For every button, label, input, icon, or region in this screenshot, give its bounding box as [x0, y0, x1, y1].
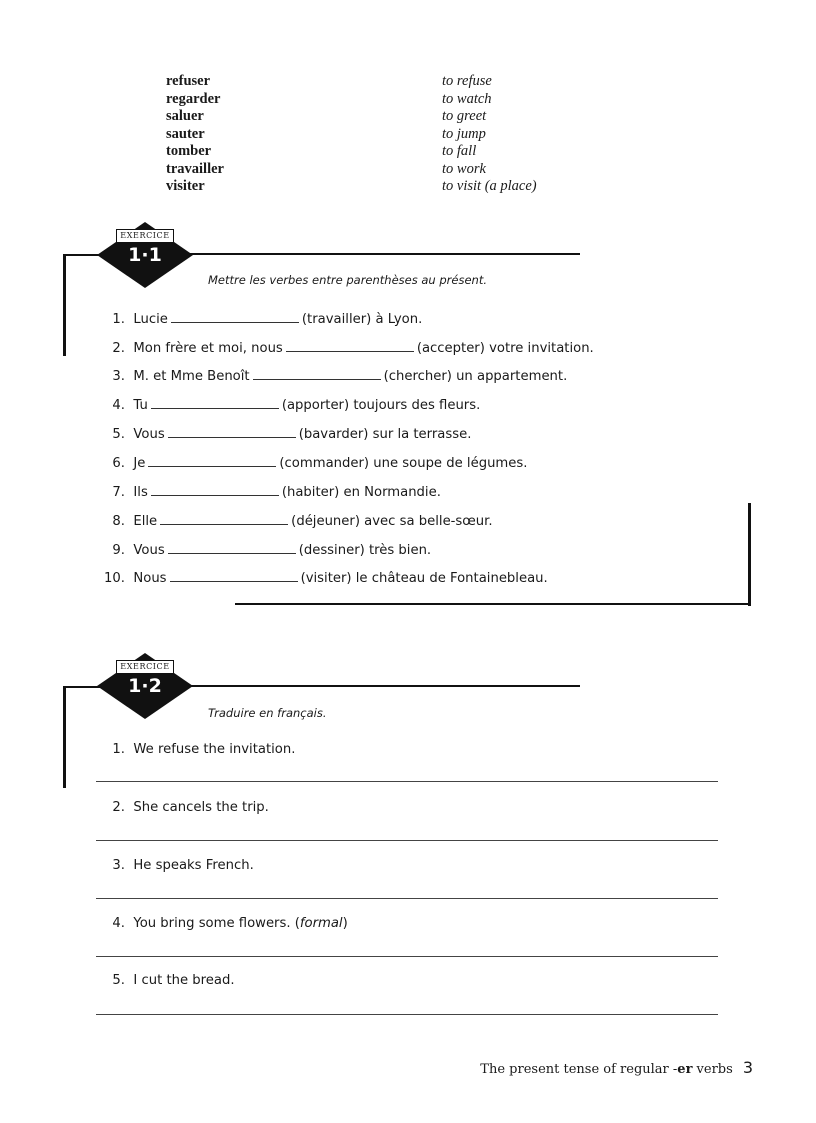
vocab-french: tomber: [166, 143, 212, 159]
vocab-row: [166, 178, 586, 196]
fill-item: [96, 424, 471, 444]
exercise-number: 1·2: [128, 675, 162, 697]
vocab-row: [166, 126, 586, 144]
vocab-english: to watch: [442, 90, 492, 107]
item-subject: Vous: [133, 543, 165, 558]
exercise-header-rule: [186, 685, 580, 687]
item-number: 4.: [112, 916, 125, 931]
vocab-english: to work: [442, 160, 486, 177]
item-sentence: She cancels the trip.: [133, 800, 269, 815]
vocab-row: [166, 73, 586, 91]
item-number: 3.: [112, 858, 125, 873]
vocab-french: travailler: [166, 160, 224, 177]
item-subject: Lucie: [133, 312, 168, 327]
exercise-frame-left: [63, 686, 66, 788]
fill-item: [96, 309, 422, 329]
vocab-row: [166, 108, 586, 126]
vocab-row: [166, 143, 586, 161]
answer-blank[interactable]: [168, 540, 296, 554]
answer-line[interactable]: [96, 1014, 718, 1015]
fill-item: [96, 540, 431, 560]
badge-label: EXERCICE: [116, 229, 174, 243]
fill-item: [96, 366, 567, 386]
fill-item: [96, 338, 594, 358]
translate-item: [96, 798, 269, 818]
vocab-french: visiter: [166, 178, 205, 194]
answer-line[interactable]: [96, 840, 718, 841]
item-number: 1.: [112, 742, 125, 757]
vocab-row: [166, 161, 586, 179]
answer-blank[interactable]: [160, 511, 288, 525]
vocab-row: [166, 91, 586, 109]
answer-blank[interactable]: [171, 309, 299, 323]
answer-blank[interactable]: [148, 453, 276, 467]
vocab-french: regarder: [166, 90, 221, 107]
fill-item: [96, 395, 480, 415]
vocab-french: refuser: [166, 73, 211, 89]
item-number: 10.: [104, 571, 125, 586]
exercise-frame-bottom: [235, 603, 751, 605]
vocabulary-list: [166, 73, 586, 196]
item-number: 4.: [112, 398, 125, 413]
answer-blank[interactable]: [168, 424, 296, 438]
item-verb-cue: (apporter) toujours des fleurs.: [281, 398, 481, 413]
item-number: 6.: [112, 456, 125, 471]
page-number: 3: [742, 1058, 753, 1077]
translate-item: [96, 971, 235, 991]
running-title: The present tense of regular -: [480, 1062, 678, 1077]
running-title-bold: er: [677, 1062, 693, 1077]
translate-item: [96, 740, 295, 760]
page-footer: [480, 1058, 753, 1077]
item-subject: Je: [133, 456, 146, 471]
item-number: 1.: [112, 312, 125, 327]
vocab-english: to fall: [442, 143, 477, 159]
answer-blank[interactable]: [151, 482, 279, 496]
item-verb-cue: (travailler) à Lyon.: [301, 312, 423, 327]
item-note: formal: [299, 916, 343, 931]
answer-line[interactable]: [96, 956, 718, 957]
item-subject: Vous: [133, 427, 165, 442]
item-subject: M. et Mme Benoît: [133, 369, 250, 384]
item-verb-cue: (bavarder) sur la terrasse.: [298, 427, 472, 442]
item-subject: Ils: [133, 485, 148, 500]
item-subject: Nous: [133, 571, 167, 586]
fill-item: [96, 511, 493, 531]
item-sentence: You bring some flowers. (: [133, 916, 300, 931]
item-number: 5.: [112, 973, 125, 988]
running-title-end: verbs: [692, 1062, 733, 1077]
exercise-instruction: Traduire en français.: [208, 706, 327, 720]
exercise-badge: [97, 222, 193, 288]
exercise-badge: [97, 653, 193, 719]
item-verb-cue: (déjeuner) avec sa belle-sœur.: [291, 514, 493, 529]
item-subject: Elle: [133, 514, 158, 529]
item-subject: Tu: [133, 398, 148, 413]
answer-blank[interactable]: [253, 366, 381, 380]
fill-item: [96, 482, 441, 502]
fill-item: [96, 568, 548, 588]
item-verb-cue: (commander) une soupe de légumes.: [279, 456, 528, 471]
item-sentence: He speaks French.: [133, 858, 254, 873]
item-verb-cue: (dessiner) très bien.: [298, 543, 432, 558]
answer-blank[interactable]: [170, 568, 298, 582]
answer-blank[interactable]: [151, 395, 279, 409]
item-number: 2.: [112, 341, 125, 356]
exercise-header-rule: [186, 253, 580, 255]
fill-item: [96, 453, 527, 473]
item-number: 9.: [112, 543, 125, 558]
badge-label: EXERCICE: [116, 660, 174, 674]
translate-item: [96, 856, 254, 876]
item-sentence: I cut the bread.: [133, 973, 235, 988]
item-number: 5.: [112, 427, 125, 442]
item-verb-cue: (chercher) un appartement.: [383, 369, 568, 384]
vocab-french: saluer: [166, 108, 204, 124]
item-sentence: We refuse the invitation.: [133, 742, 296, 757]
exercise-frame-right: [748, 503, 751, 606]
vocab-english: to visit (a place): [442, 178, 537, 194]
item-verb-cue: (visiter) le château de Fontainebleau.: [300, 571, 548, 586]
vocab-english: to jump: [442, 125, 486, 142]
item-note-close: ): [342, 916, 348, 931]
item-subject: Mon frère et moi, nous: [133, 341, 283, 356]
answer-line[interactable]: [96, 898, 718, 899]
exercise-frame-left: [63, 254, 66, 356]
item-number: 3.: [112, 369, 125, 384]
answer-blank[interactable]: [286, 338, 414, 352]
item-verb-cue: (accepter) votre invitation.: [416, 341, 594, 356]
vocab-english: to greet: [442, 108, 487, 124]
answer-line[interactable]: [96, 781, 718, 782]
item-number: 2.: [112, 800, 125, 815]
vocab-french: sauter: [166, 125, 205, 142]
exercise-instruction: Mettre les verbes entre parenthèses au présent.: [208, 273, 487, 287]
translate-item: [96, 914, 348, 934]
vocab-english: to refuse: [442, 73, 492, 89]
item-number: 7.: [112, 485, 125, 500]
exercise-number: 1·1: [128, 244, 162, 266]
item-verb-cue: (habiter) en Normandie.: [281, 485, 441, 500]
item-number: 8.: [112, 514, 125, 529]
